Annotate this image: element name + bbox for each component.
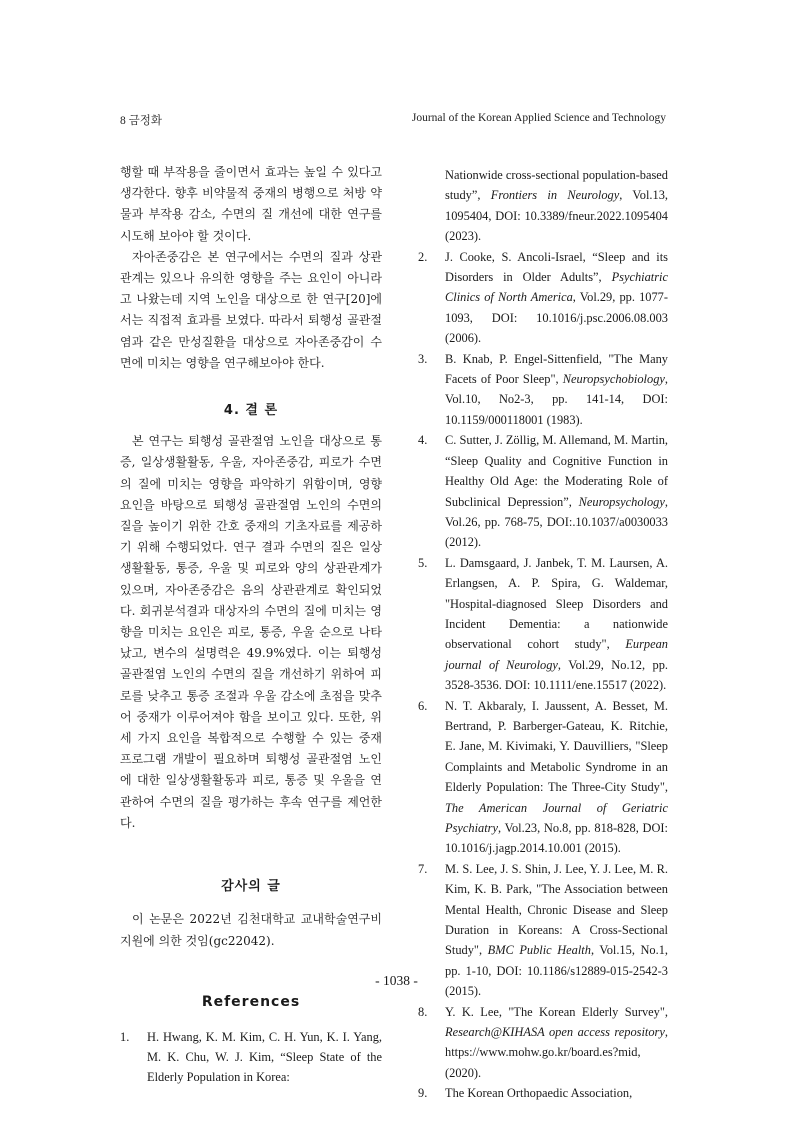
reference-details: , Vol.23, No.8, pp. 818-828, DOI: 10.1016/j.jagp.2014.10.001 (2015). [445,821,668,856]
section-title-conclusion: 4. 결 론 [223,403,279,419]
reference-journal: Frontiers in Neurology [490,188,620,203]
section-title-references: References [201,993,301,1010]
reference-text: C. Sutter, J. Zöllig, M. Allemand, M. Martin, “Sleep Quality and Cognitive Function in Healthy Old Age: the Moderating Role of Subclinical Depression”, [445,433,668,509]
reference-journal: The American Journal of Geriatric Psychiatry [445,800,668,835]
reference-text: J. Cooke, S. Ancoli-Israel, “Sleep and its Disorders in Older Adults”, [445,249,668,285]
reference-details: , Vol.26, pp. 768-75, DOI:.10.1037/a0030033 (2012). [445,494,668,550]
reference-details: , Vol.29, pp. 1077-1093, DOI: 10.1016/j.psc.2006.08.003 (2006). [445,290,668,346]
reference-item [418,430,668,552]
conclusion-paragraph: 본 연구는 퇴행성 골관절염 노인을 대상으로 통증, 일상생활활동, 우울, 자아존중감, 피로가 수면의 질에 미치는 영향을 파악하기 위함이며, 영향 요인을 바탕으로 퇴행성 골관절염 노인의 수면의 질을 높이기 위한 간호 중재의 기초자료를 제공하기 위해 수행되었다. 연구 결과 수면의 질은 일상생활활동, 통증, 우울 및 피로와 양의 상관관계가 있으며, 자아존중감은 음의 상관관계로 확인되었다. 회귀분석결과 대상자의 수면의 질에 미치는 영향을 미치는 요인은 피로, 통증, 우울 순으로 나타났고, 변수의 설명력은 49.9%였다. 이는 퇴행성 골관절염 노인의 수면의 질을 개선하기 위하여 피로를 낮추고 통증 조절과 우울 감소에 초점을 맞추어 중재가 이루어져야 함을 보이고 있다. 또한, 위 세 가지 요인을 복합적으로 수행할 수 있는 중재 프로그램 개발이 필요하며 퇴행성 골관절염 노인에 대한 일상생활활동과 피로, 통증 및 우울을 연관하여 수면의 질을 평가하는 후속 연구를 제언한다. [120,434,382,830]
reference-journal: Neuropsychobiology [562,372,665,387]
reference-number: 3. [418,351,428,366]
section-title-acknowledgement: 감사의 글 [221,879,281,895]
reference-item-continuation [418,165,668,247]
reference-text: Y. K. Lee, "The Korean Elderly Survey", [445,1004,668,1019]
reference-details: , https://www.mohw.go.kr/board.es?mid, (2020). [445,1025,668,1080]
reference-journal: Research@KIHASA open access repository [445,1025,665,1040]
reference-number: 9. [418,1086,428,1101]
reference-journal: BMC Public Health [487,943,591,958]
reference-journal: Neuropsychology [578,494,665,509]
reference-text: M. S. Lee, J. S. Shin, J. Lee, Y. J. Lee, M. R. Kim, K. B. Park, "The Association between Mental Health, Chronic Disease and Sleep Duration in Koreans: A Cross-Sectional Study", [445,861,668,958]
reference-item [418,696,668,859]
reference-list [120,1027,382,1088]
reference-number: 1. [120,1029,130,1044]
reference-details: , Vol.10, No2-3, pp. 141-14, DOI: 10.1159/000118001 (1983). [445,372,668,427]
reference-journal: Eurpean journal of Neurology [445,637,668,672]
reference-text: Nationwide cross-sectional population-based study”, [445,168,668,203]
reference-number: 8. [418,1004,428,1019]
acknowledgement-paragraph: 이 논문은 2022년 김천대학교 교내학술연구비 지원에 의한 것임(gc22042). [120,912,382,948]
reference-text: H. Hwang, K. M. Kim, C. H. Yun, K. I. Yang, M. K. Chu, W. J. Kim, “Sleep State of the Elderly Population in Korea: [147,1029,382,1085]
reference-number: 6. [418,698,428,713]
reference-text: B. Knab, P. Engel-Sittenfield, "The Many Facets of Poor Sleep", [445,351,668,387]
body-paragraph: 행할 때 부작용을 줄이면서 효과는 높일 수 있다고 생각한다. 향후 비약물적 중재의 병행으로 처방 약물과 부작용 감소, 수면의 질 개선에 대한 연구를 시도해 보아야 할 것이다. [120,165,382,243]
header-journal-title: Journal of the Korean Applied Science and Technology [411,112,666,124]
reference-text: N. T. Akbaraly, I. Jaussent, A. Besset, M. Bertrand, P. Barberger-Gateau, K. Ritchie, E. Jane, M. Kivimaki, Y. Dauvilliers, "Sleep Complaints and Metabolic Syndrome in an Elderly Population: The Three-City Study", [445,698,668,795]
reference-item [418,349,668,431]
left-column [120,162,382,1088]
body-paragraph: 자아존중감은 본 연구에서는 수면의 질과 상관관계는 있으나 유의한 영향을 주는 요인이 아니라고 나왔는데 지역 노인을 대상으로 한 연구[20]에서는 직접적 효과를 보였다. 따라서 퇴행성 골관절염과 같은 만성질환을 대상으로 자아존중감이 수면에 미치는 영향을 연구해보아야 한다. [120,249,382,370]
header-page-author: 8 금정화 [120,115,162,127]
reference-text: L. Damsgaard, J. Janbek, T. M. Laursen, A. Erlangsen, A. P. Spira, G. Waldemar, "Hospital-diagnosed Sleep Disorders and Incident Dementia: a nationwide observational cohort study", [445,555,668,652]
reference-item [120,1027,382,1088]
reference-number: 7. [418,861,428,876]
reference-details: , Vol.15, No.1, pp. 1-10, DOI: 10.1186/s12889-015-2542-3 (2015). [445,943,668,999]
reference-item [418,247,668,349]
reference-item [418,1083,668,1103]
reference-item [418,1002,668,1084]
reference-details: , Vol.13, 1095404, DOI: 10.3389/fneur.2022.1095404 (2023). [445,188,668,244]
reference-item [418,553,668,696]
reference-number: 5. [418,555,428,570]
reference-number: 4. [418,433,428,448]
reference-journal: Psychiatric Clinics of North America [445,270,668,305]
reference-number: 2. [418,249,428,264]
reference-text: The Korean Orthopaedic Association, [445,1086,633,1101]
right-column [418,165,668,1104]
page-number: - 1038 - [375,973,418,988]
reference-details: , Vol.29, No.12, pp. 3528-3536. DOI: 10.1111/ene.15517 (2022). [445,657,668,693]
